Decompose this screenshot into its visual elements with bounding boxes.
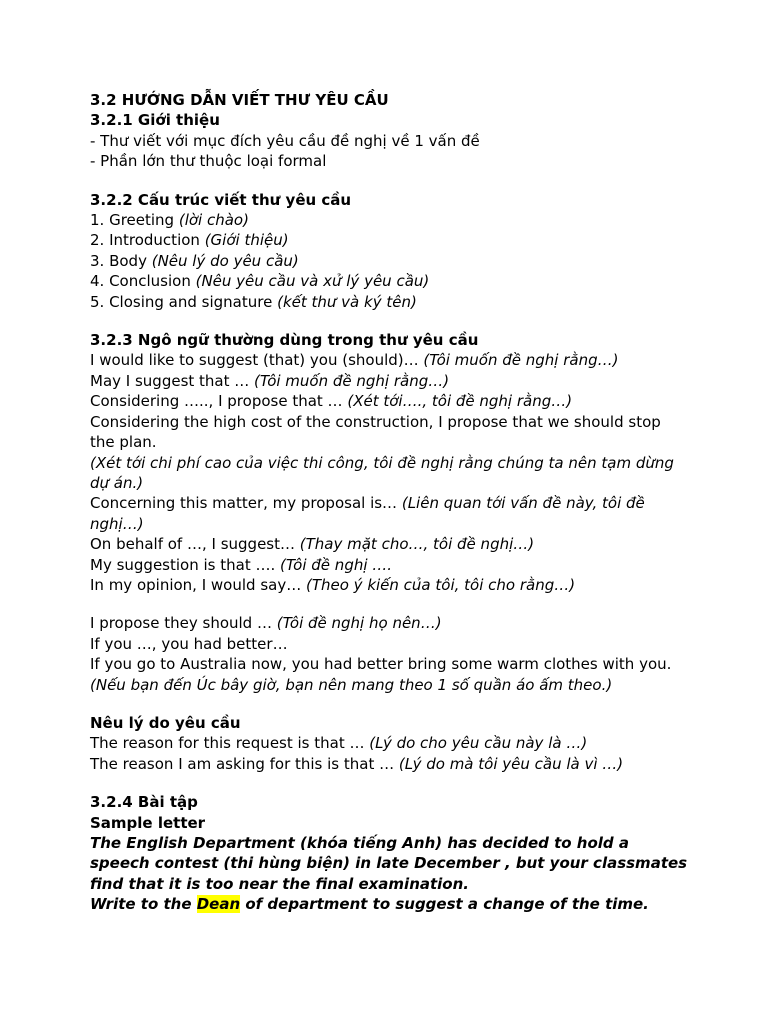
- phrase-5-vi: (Liên quan tới vấn đề này, tôi đề nghị…): [90, 494, 645, 533]
- reason-2-vi: (Lý do mà tôi yêu cầu là vì …): [398, 754, 624, 773]
- phrase-9-en: I propose they should …: [90, 614, 277, 633]
- document-page: [90, 90, 690, 915]
- phrase-6-en: On behalf of …, I suggest…: [90, 535, 300, 554]
- section-3-2-title: 3.2 HƯỚNG DẪN VIẾT THƯ YÊU CẦU: [90, 91, 389, 109]
- section-3-2-3-title: 3.2.3 Ngô ngữ thường dùng trong thư yêu cầu: [90, 331, 479, 350]
- phrase-5-en: Concerning this matter, my proposal is…: [90, 494, 402, 513]
- phrase-6: [90, 534, 690, 554]
- structure-item-2-en: 2. Introduction: [90, 231, 205, 250]
- structure-item-5-en: 5. Closing and signature: [90, 292, 278, 311]
- phrase-1-en: I would like to suggest (that) you (should)…: [90, 351, 424, 370]
- structure-item-5: [90, 292, 690, 312]
- phrase-8: [90, 575, 690, 595]
- phrase-4-example: Considering the high cost of the construction, I propose that we should stop the plan.: [90, 412, 661, 452]
- phrase-10: If you …, you had better…: [90, 634, 288, 653]
- phrase-9-vi: (Tôi đề nghị họ nên…): [276, 614, 442, 633]
- structure-item-1-vi: (lời chào): [178, 211, 249, 230]
- phrase-8-en: In my opinion, I would say…: [90, 575, 306, 594]
- structure-item-1: [90, 210, 690, 230]
- structure-item-3-en: 3. Body: [90, 251, 152, 270]
- phrase-11-translation: (Nếu bạn đến Úc bây giờ, bạn nên mang theo 1 số quần áo ấm theo.): [90, 675, 613, 694]
- structure-item-4-en: 4. Conclusion: [90, 272, 196, 291]
- reason-1: [90, 733, 690, 753]
- phrase-1-vi: (Tôi muốn đề nghị rằng…): [423, 351, 619, 370]
- structure-item-1-en: 1. Greeting: [90, 211, 179, 230]
- structure-item-4: [90, 271, 690, 291]
- reason-1-vi: (Lý do cho yêu cầu này là …): [369, 734, 588, 753]
- phrase-2-vi: (Tôi muốn đề nghị rằng…): [254, 371, 450, 390]
- sample-letter-label: Sample letter: [90, 813, 206, 832]
- intro-item-2: - Phần lớn thư thuộc loại formal: [90, 152, 327, 171]
- phrase-3-vi: (Xét tới…., tôi đề nghị rằng…): [347, 392, 573, 411]
- section-3-2-4-title: 3.2.4 Bài tập: [90, 793, 198, 812]
- phrase-2-en: May I suggest that …: [90, 371, 255, 390]
- structure-item-2-vi: (Giới thiệu): [204, 231, 289, 250]
- reason-title: Nêu lý do yêu cầu: [90, 713, 241, 732]
- phrase-9: [90, 613, 690, 633]
- reason-2-en: The reason I am asking for this is that …: [90, 754, 399, 773]
- task-instruction: [90, 894, 690, 914]
- structure-item-4-vi: (Nêu yêu cầu và xử lý yêu cầu): [195, 272, 430, 291]
- phrase-3: [90, 391, 690, 411]
- structure-item-2: [90, 230, 690, 250]
- phrase-3-en: Considering ….., I propose that …: [90, 392, 348, 411]
- structure-item-3-vi: (Nêu lý do yêu cầu): [151, 251, 299, 270]
- phrase-7-en: My suggestion is that ….: [90, 555, 281, 574]
- phrase-8-vi: (Theo ý kiến của tôi, tôi cho rằng…): [305, 575, 576, 594]
- phrase-4-translation: (Xét tới chi phí cao của việc thi công, tôi đề nghị rằng chúng ta nên tạm dừng dự án.): [90, 453, 674, 492]
- intro-item-1: - Thư viết với mục đích yêu cầu đề nghị về 1 vấn đề: [90, 131, 480, 150]
- task-instruction-pre: Write to the: [90, 895, 197, 914]
- phrase-2: [90, 371, 690, 391]
- phrase-11-example: If you go to Australia now, you had better bring some warm clothes with you.: [90, 655, 672, 674]
- section-3-2-1-title: 3.2.1 Giới thiệu: [90, 111, 220, 130]
- structure-item-3: [90, 251, 690, 271]
- phrase-7-vi: (Tôi đề nghị ….: [280, 555, 393, 574]
- task-description: The English Department (khóa tiếng Anh) has decided to hold a speech contest (thi hùng biện) in late December , but your classmates find that it is too near the final examination.: [90, 834, 688, 893]
- highlighted-dean: Dean: [196, 895, 241, 914]
- reason-1-en: The reason for this request is that …: [90, 734, 370, 753]
- section-3-2-2-title: 3.2.2 Cấu trúc viết thư yêu cầu: [90, 190, 352, 209]
- phrase-5: [90, 493, 690, 534]
- task-instruction-post: of department to suggest a change of the time.: [240, 895, 649, 914]
- phrase-1: [90, 350, 690, 370]
- phrase-7: [90, 555, 690, 575]
- reason-2: [90, 754, 690, 774]
- structure-item-5-vi: (kết thư và ký tên): [277, 292, 417, 311]
- phrase-6-vi: (Thay mặt cho…, tôi đề nghị…): [299, 535, 535, 554]
